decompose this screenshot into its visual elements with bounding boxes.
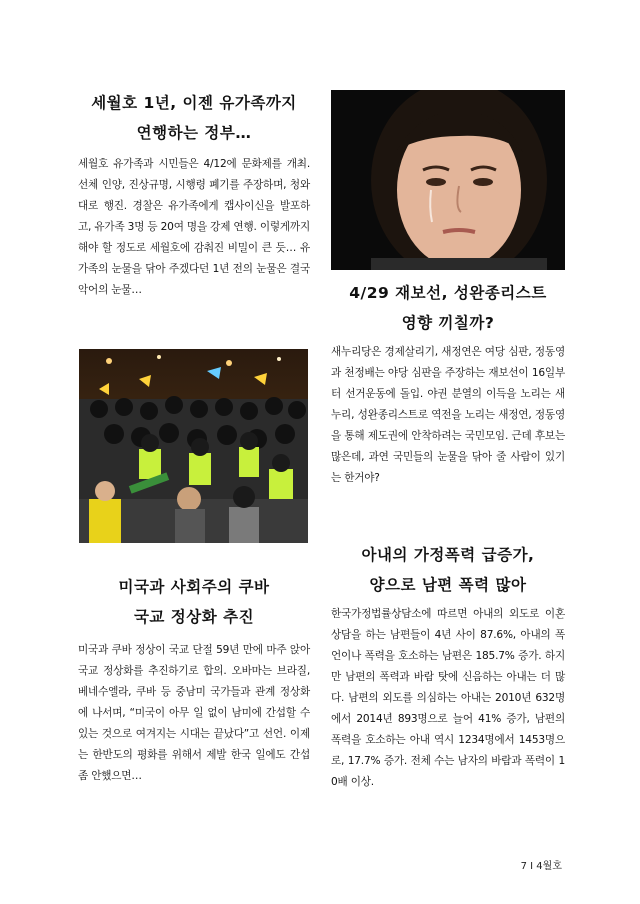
article-body: 미국과 쿠바 정상이 국교 단절 59년 만에 마주 앉아 국교 정상화를 추진하기로 합의. 오바마는 브라질, 베네수엘라, 쿠바 등 중남미 국가들과 관계 정상화에 나서며, “미국이 아무 일 없이 남미에 간섭할 수 있는 것으로 여겨지는 시대는 끝났다”고 선언. 이제는 한반도의 평화를 위해서 제발 한국 일에도 간섭 좀 안했으면… <box>78 644 310 782</box>
article-title-line2: 양으로 남편 폭력 많아 <box>369 576 527 594</box>
article-body: 한국가정법률상담소에 따르면 아내의 외도로 이혼 상담을 하는 남편들이 4년 사이 87.6%, 아내의 폭언이나 폭력을 호소하는 남편은 185.7% 증가. 하지만 남편의 폭력과 바람 탓에 신음하는 아내는 더 많다. 남편의 외도를 의심하는 아내는 2010년 632명에서 2014년 893명으로 늘어 41% 증가, 남편의 폭력을 호소하는 아내 역시 1234명에서 1453명으로, 17.7% 증가. 전체 수는 남자의 바람과 폭력이 10배 이상. <box>331 608 565 788</box>
article-title-line1: 세월호 1년, 이젠 유가족까지 <box>91 94 297 112</box>
article-body: 세월호 유가족과 시민들은 4/12에 문화제를 개최. 선체 인양, 진상규명, 시행령 폐기를 주장하며, 청와대로 행진. 경찰은 유가족에게 캡사이신을 발포하고, 유가족 3명 등 20여 명을 강제 연행. 이렇게까지 해야 할 정도로 세월호에 감춰진 비밀이 큰 듯… 유가족의 눈물을 닦아 주겠다던 1년 전의 눈물은 결국 악어의 눈물… <box>78 158 310 296</box>
article-title-line2: 영향 끼칠까? <box>401 314 495 332</box>
article-body: 새누리당은 경제살리기, 새정연은 여당 심판, 정동영과 천정배는 야당 심판을 주장하는 재보선이 16일부터 선거운동에 돌입. 야권 분열의 이득을 노리는 새누리, 성완종리스트로 역전을 노리는 새정연, 정동영을 통해 제도권에 안착하려는 국민모임. 근데 후보는 많은데, 과연 국민들의 눈물을 닦아 줄 사람이 있기는 한거야? <box>331 346 565 484</box>
portrait-photo <box>331 90 565 270</box>
article-title-line1: 아내의 가정폭력 급증가, <box>361 546 535 564</box>
page-number: 7 I 4월호 <box>520 861 562 872</box>
protest-photo <box>79 349 308 543</box>
article-title <box>78 572 310 632</box>
article-title-line2: 연행하는 정부… <box>136 124 252 142</box>
article-sewol <box>78 88 310 301</box>
article-title <box>331 540 565 600</box>
article-title-line2: 국교 정상화 추진 <box>133 608 255 626</box>
article-usa-cuba <box>78 572 310 787</box>
article-title-line1: 4/29 재보선, 성완종리스트 <box>349 284 547 302</box>
article-domestic-violence <box>331 540 565 793</box>
article-title-line1: 미국과 사회주의 쿠바 <box>118 578 270 596</box>
article-title <box>331 278 565 338</box>
article-title <box>78 88 310 148</box>
article-by-election <box>331 278 565 489</box>
